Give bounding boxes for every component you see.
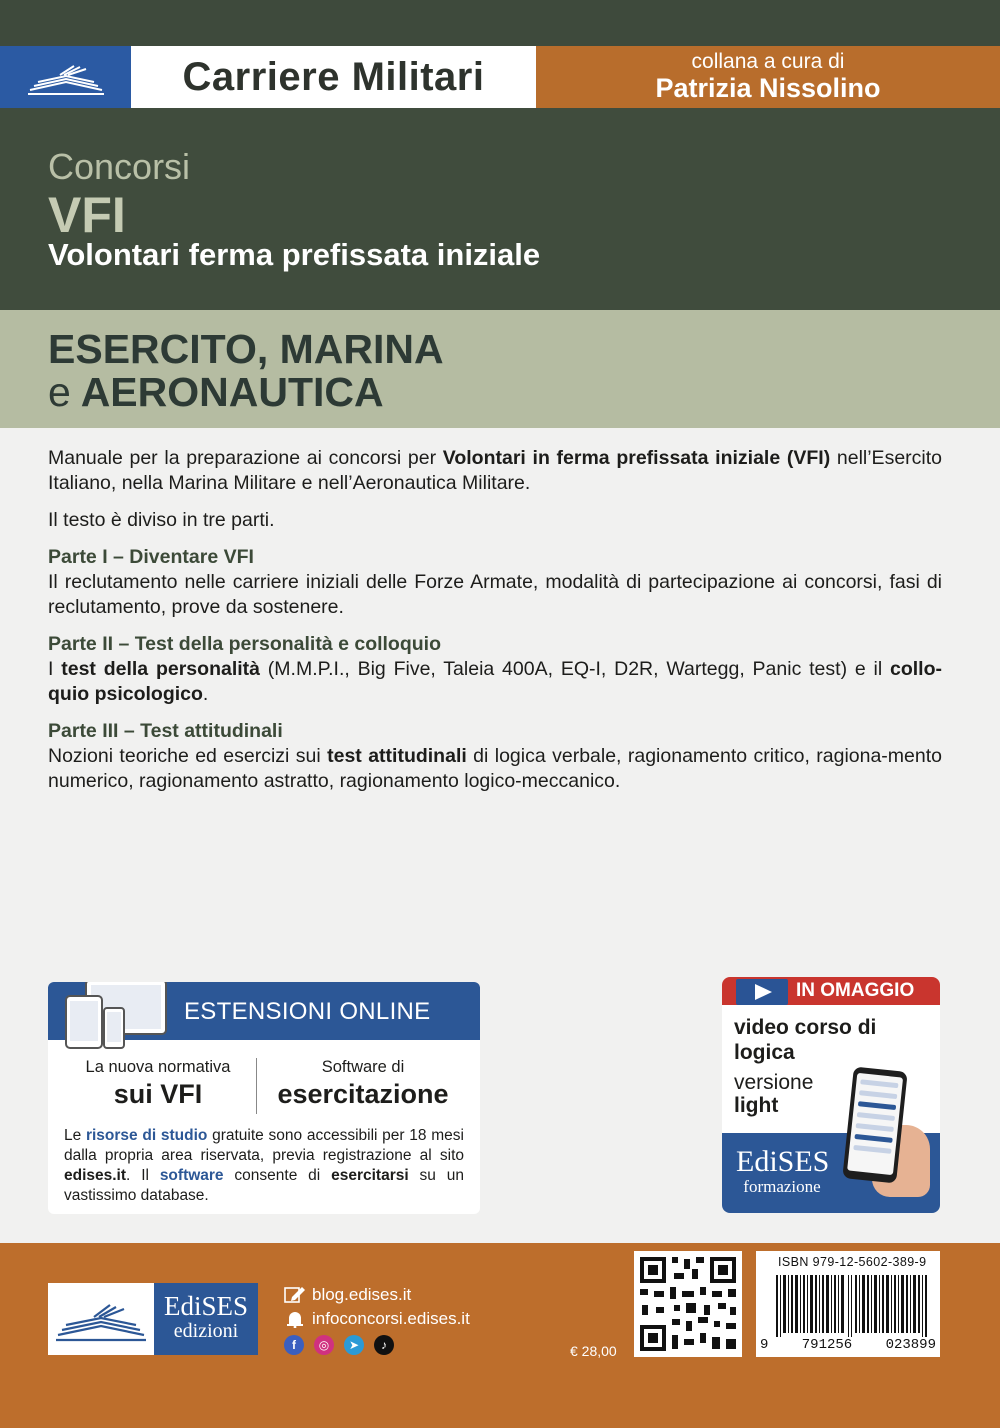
part1-section <box>48 545 942 620</box>
barcode-digit-group: 9 <box>760 1337 769 1353</box>
extension-software-label: Software di <box>321 1058 405 1076</box>
extensions-divider <box>256 1058 257 1114</box>
telegram-icon[interactable]: ➤ <box>344 1335 364 1355</box>
gift-title <box>734 1015 876 1065</box>
devices-icon <box>60 982 172 1054</box>
curator-label: collana a cura di <box>691 50 845 73</box>
forces-aeronautica: AERONAUTICA <box>80 369 384 415</box>
description <box>48 446 942 806</box>
contacts <box>284 1283 470 1355</box>
note-site-link[interactable]: edises.it <box>64 1167 127 1184</box>
bottom-band <box>0 1243 1000 1428</box>
info-link[interactable]: infoconcorsi.edises.it <box>312 1309 470 1328</box>
title-band <box>0 108 1000 310</box>
title-subtitle: Volontari ferma prefissata iniziale <box>48 237 541 272</box>
note-highlight-resources: risorse di studio <box>85 1127 208 1144</box>
qr-code-image <box>634 1251 742 1357</box>
isbn-text: ISBN 979-12-5602-389-9 <box>778 1255 927 1269</box>
part2-text <box>48 657 942 707</box>
series-logo <box>0 46 131 108</box>
barcode-digit-group: 023899 <box>885 1337 936 1353</box>
part2-text-a: I <box>48 658 62 680</box>
part3-text-a: Nozioni teoriche ed esercizi sui <box>48 745 328 767</box>
online-extensions-card <box>48 982 480 1214</box>
part2-title: Parte II – Test della personalità e colloquio <box>48 633 441 655</box>
gift-label: IN OMAGGIO <box>796 980 915 1001</box>
forces-band <box>0 310 1000 428</box>
part2-section <box>48 632 942 707</box>
bell-icon <box>284 1310 306 1328</box>
barcode-digit-group: 791256 <box>801 1337 853 1353</box>
part2-text-b: (M.M.P.I., Big Five, Taleia 400A, EQ-I, D2R, Wartegg, Panic test) e il <box>260 658 890 680</box>
extension-normativa-label: La nuova normativa <box>85 1058 231 1076</box>
part1-text: Il reclutamento nelle carriere iniziali delle Forze Armate, modalità di partecipazione ai concorsi, fasi di reclutamento, prove da sostenere. <box>48 571 942 618</box>
gift-card <box>722 977 940 1213</box>
blog-contact[interactable] <box>284 1283 470 1307</box>
part2-bold1: test della personalità <box>61 658 260 680</box>
note-text: Le <box>64 1127 86 1144</box>
facebook-icon[interactable]: f <box>284 1335 304 1355</box>
curator-box <box>536 46 1000 108</box>
extension-software-title: esercitazione <box>277 1079 449 1109</box>
intro-bold: Volontari in ferma prefissata iniziale (VFI) <box>442 447 831 469</box>
gift-brand-sub: formazione <box>743 1177 821 1196</box>
note-highlight-software: software <box>159 1167 224 1184</box>
gift-brand-name: EdiSES <box>736 1145 830 1178</box>
part1-title: Parte I – Diventare VFI <box>48 546 254 568</box>
curator-name: Patrizia Nissolino <box>655 73 881 103</box>
tiktok-icon[interactable]: ♪ <box>374 1335 394 1355</box>
extensions-note <box>64 1126 464 1206</box>
part2-text-c: . <box>202 683 209 705</box>
extension-normativa-title: sui VFI <box>113 1079 203 1109</box>
intro-paragraph <box>48 446 942 496</box>
blog-link[interactable]: blog.edises.it <box>312 1285 412 1304</box>
parts-intro: Il testo è diviso in tre parti. <box>48 509 275 531</box>
top-strip <box>0 0 1000 46</box>
note-text: su un vastissimo database. <box>64 1167 464 1204</box>
info-contact[interactable] <box>284 1307 470 1331</box>
title-big: VFI <box>48 187 126 243</box>
play-icon <box>736 979 788 1005</box>
social-links <box>284 1335 470 1355</box>
extensions-title: ESTENSIONI ONLINE <box>184 998 431 1025</box>
part3-text <box>48 744 942 794</box>
gift-title-line2: logica <box>734 1041 795 1064</box>
part3-section <box>48 719 942 794</box>
part3-title: Parte III – Test attitudinali <box>48 720 283 742</box>
gift-version <box>734 1071 813 1117</box>
intro-text: Manuale per la preparazione ai concorsi per <box>48 447 443 469</box>
barcode-image <box>776 1275 928 1337</box>
part3-bold: test attitudinali <box>327 745 467 767</box>
edises-formazione-logo <box>736 1147 828 1197</box>
gift-version-label: versione <box>734 1071 814 1094</box>
part3-text-b: di logica verbale, ragionamento critico, ragiona-mento numerico, ragionamento astratto, ragionamento logico-meccanico. <box>48 745 942 792</box>
forces-line2 <box>48 369 384 416</box>
extension-normativa <box>60 1058 256 1110</box>
open-book-icon <box>48 1283 154 1355</box>
title-small: Concorsi <box>48 146 191 187</box>
series-bar <box>0 46 1000 108</box>
note-text: . Il <box>126 1167 160 1184</box>
publisher-name: EdiSES <box>163 1291 249 1321</box>
open-book-icon <box>0 46 131 108</box>
note-text: gratuite sono accessibili per 18 mesi dalla propria area riservata, previa registrazione al sito <box>64 1127 464 1164</box>
edit-icon <box>284 1286 306 1304</box>
extension-software <box>260 1058 466 1110</box>
series-title: Carriere Militari <box>182 54 485 99</box>
barcode-digits <box>760 1337 936 1353</box>
qr-code <box>634 1251 742 1357</box>
series-title-box <box>131 46 536 108</box>
note-text: consente di <box>223 1167 332 1184</box>
phone-screen <box>847 1073 903 1175</box>
publisher-sub: edizioni <box>173 1320 239 1342</box>
price: € 28,00 <box>570 1343 617 1359</box>
gift-version-value: light <box>734 1094 779 1117</box>
instagram-icon[interactable]: ◎ <box>314 1335 334 1355</box>
part2-bold2: collo-quio psicologico <box>48 658 942 705</box>
edises-edizioni-logo <box>48 1283 258 1355</box>
forces-line1: ESERCITO, MARINA <box>48 326 444 372</box>
isbn-barcode <box>756 1251 940 1357</box>
intro-text-end: nell’Esercito Italiano, nella Marina Militare e nell’Aeronautica Militare. <box>48 447 943 494</box>
gift-title-line1: video corso di <box>734 1016 877 1039</box>
publisher-name-box <box>154 1283 258 1355</box>
note-bold-exercise: esercitarsi <box>331 1167 409 1184</box>
forces-conjunction: e <box>48 369 71 415</box>
